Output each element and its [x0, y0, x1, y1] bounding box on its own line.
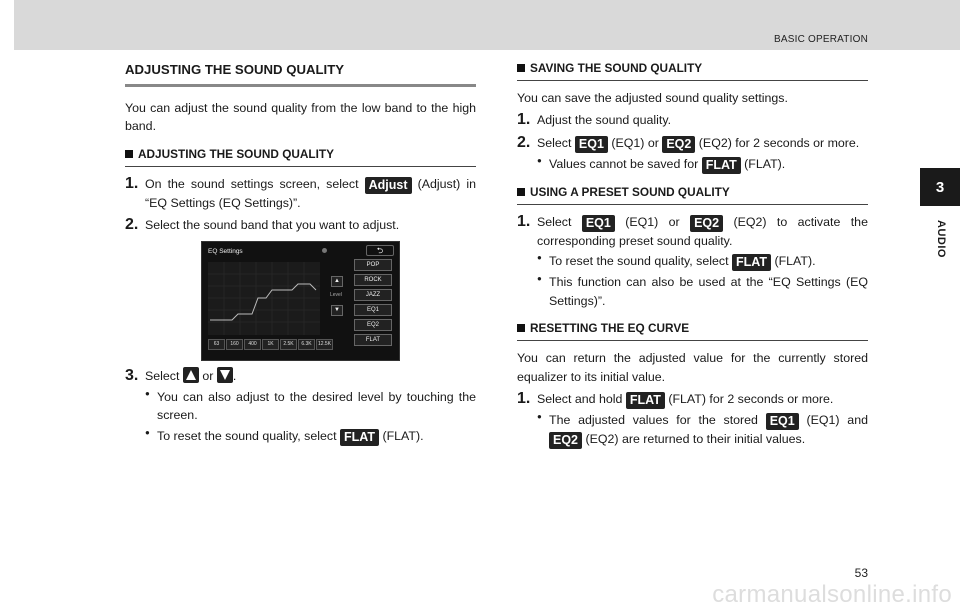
step-text: or	[202, 368, 214, 383]
freq-band: 12.5K	[316, 339, 333, 350]
square-bullet-icon	[517, 64, 525, 72]
preset-rock: ROCK	[354, 274, 392, 286]
step-text: Select	[537, 214, 572, 229]
left-column	[125, 60, 476, 448]
eq1-button: EQ1	[766, 413, 799, 430]
back-icon: ⮌	[366, 245, 394, 256]
eq-graph	[208, 262, 320, 335]
section-heading-text: ADJUSTING THE SOUND QUALITY	[138, 147, 334, 162]
step-3	[125, 367, 476, 386]
flat-button: FLAT	[732, 254, 771, 271]
section-heading-text: USING A PRESET SOUND QUALITY	[530, 184, 730, 199]
freq-band: 400	[244, 339, 261, 350]
bullet-text: Values cannot be saved for	[549, 156, 699, 171]
step-number: 1.	[125, 174, 139, 192]
watermark: carmanualsonline.info	[712, 581, 952, 608]
step-text: (EQ2) for 2 seconds or more.	[698, 135, 860, 150]
chapter-tab: 3	[920, 168, 960, 206]
intro-text: You can return the adjusted value for the currently stored equalizer to its initial value.	[517, 351, 868, 384]
bullet-text: (FLAT).	[382, 428, 424, 443]
step-text: (EQ2) to activate the corresponding preset sound quality.	[537, 214, 868, 248]
bullet-item	[517, 155, 868, 174]
preset-eq2: EQ2	[354, 319, 392, 331]
step-text: Select	[537, 135, 572, 150]
eq2-button: EQ2	[690, 215, 723, 232]
bullet-text: To reset the sound quality, select	[549, 254, 729, 269]
bullet-text: (FLAT).	[744, 156, 786, 171]
bullet-text: The adjusted values for the stored	[549, 413, 758, 428]
step-text: (EQ1) or	[625, 214, 680, 229]
frequency-bands	[208, 339, 333, 350]
step-number: 2.	[125, 216, 139, 234]
step-1	[517, 390, 868, 409]
step-number: 1.	[517, 390, 531, 408]
adjust-button: Adjust	[365, 177, 412, 194]
section-heading-text: SAVING THE SOUND QUALITY	[530, 61, 703, 75]
step-1	[517, 213, 868, 251]
bullet-text: (FLAT).	[774, 254, 816, 269]
freq-band: 2.5K	[280, 339, 297, 350]
arrow-up-icon	[183, 367, 199, 383]
step-number: 1.	[517, 212, 531, 230]
section-heading-preset	[517, 184, 868, 205]
bullet-item	[517, 252, 868, 271]
step-text: Adjust the sound quality.	[537, 113, 672, 128]
flat-button: FLAT	[702, 157, 741, 174]
step-number: 3.	[125, 366, 139, 384]
preset-jazz: JAZZ	[354, 289, 392, 301]
freq-band: 63	[208, 339, 225, 350]
screen-title: EQ Settings	[208, 247, 243, 255]
step-text: Select	[145, 368, 180, 383]
preset-list	[354, 259, 392, 346]
step-2	[125, 216, 476, 235]
preset-flat: FLAT	[354, 334, 392, 346]
step-text: Select and hold	[537, 392, 623, 407]
intro-text: You can adjust the sound quality from the low band to the high band.	[125, 100, 476, 134]
step-text: On the sound settings screen, select	[145, 176, 359, 191]
freq-band: 1K	[262, 339, 279, 350]
info-dot-icon	[322, 248, 327, 253]
level-label: Level	[330, 291, 342, 298]
step-text: (Adjust) in “EQ Settings (EQ Settings)”.	[145, 176, 476, 210]
chapter-label	[930, 214, 952, 264]
bullet-text: (EQ2) are returned to their initial values.	[585, 432, 806, 447]
intro-text: You can save the adjusted sound quality settings.	[517, 90, 788, 105]
eq1-button: EQ1	[582, 215, 615, 232]
preset-eq1: EQ1	[354, 304, 392, 316]
bullet-item: ● You can also adjust to the desired level by touching the screen.	[125, 388, 476, 425]
section-heading-text: RESETTING THE EQ CURVE	[530, 321, 690, 336]
right-column	[517, 60, 868, 451]
step-text: Select the sound band that you want to adjust.	[145, 218, 400, 233]
flat-button: FLAT	[626, 392, 665, 409]
chapter-label-text: AUDIO	[935, 220, 948, 258]
square-bullet-icon	[517, 324, 525, 332]
bullet-item	[517, 411, 868, 449]
arrow-down-icon	[217, 367, 233, 383]
bullet-item: ● This function can also be used at the “EQ Settings (EQ Settings)”.	[517, 273, 868, 310]
step-number: 1.	[517, 111, 531, 129]
bullet-text: (EQ1) and	[806, 413, 868, 428]
freq-band: 160	[226, 339, 243, 350]
page-number: 53	[854, 566, 868, 580]
page-title: ADJUSTING THE SOUND QUALITY	[125, 60, 476, 87]
step-2	[517, 134, 868, 153]
flat-button: FLAT	[340, 429, 379, 446]
step-text: (FLAT) for 2 seconds or more.	[668, 392, 834, 407]
section-heading-adjusting	[125, 146, 476, 167]
eq1-button: EQ1	[575, 136, 608, 153]
square-bullet-icon	[125, 150, 133, 158]
square-bullet-icon	[517, 188, 525, 196]
section-heading-reset	[517, 320, 868, 341]
step-number: 2.	[517, 133, 531, 151]
freq-band: 6.3K	[298, 339, 315, 350]
eq-settings-screenshot	[201, 241, 400, 361]
step-1	[517, 111, 868, 130]
preset-pop: POP	[354, 259, 392, 271]
step-text: .	[232, 368, 237, 383]
step-text: (EQ1) or	[611, 135, 659, 150]
bullet-text: To reset the sound quality, select	[157, 428, 337, 443]
level-down-icon: ▼	[331, 305, 343, 316]
eq2-button: EQ2	[662, 136, 695, 153]
section-heading-saving	[517, 60, 868, 81]
bullet-item	[125, 427, 476, 446]
step-1	[125, 175, 476, 213]
level-up-icon: ▲	[331, 276, 343, 287]
eq-curve	[208, 262, 320, 335]
section-header: BASIC OPERATION	[774, 34, 868, 45]
eq2-button: EQ2	[549, 432, 582, 449]
